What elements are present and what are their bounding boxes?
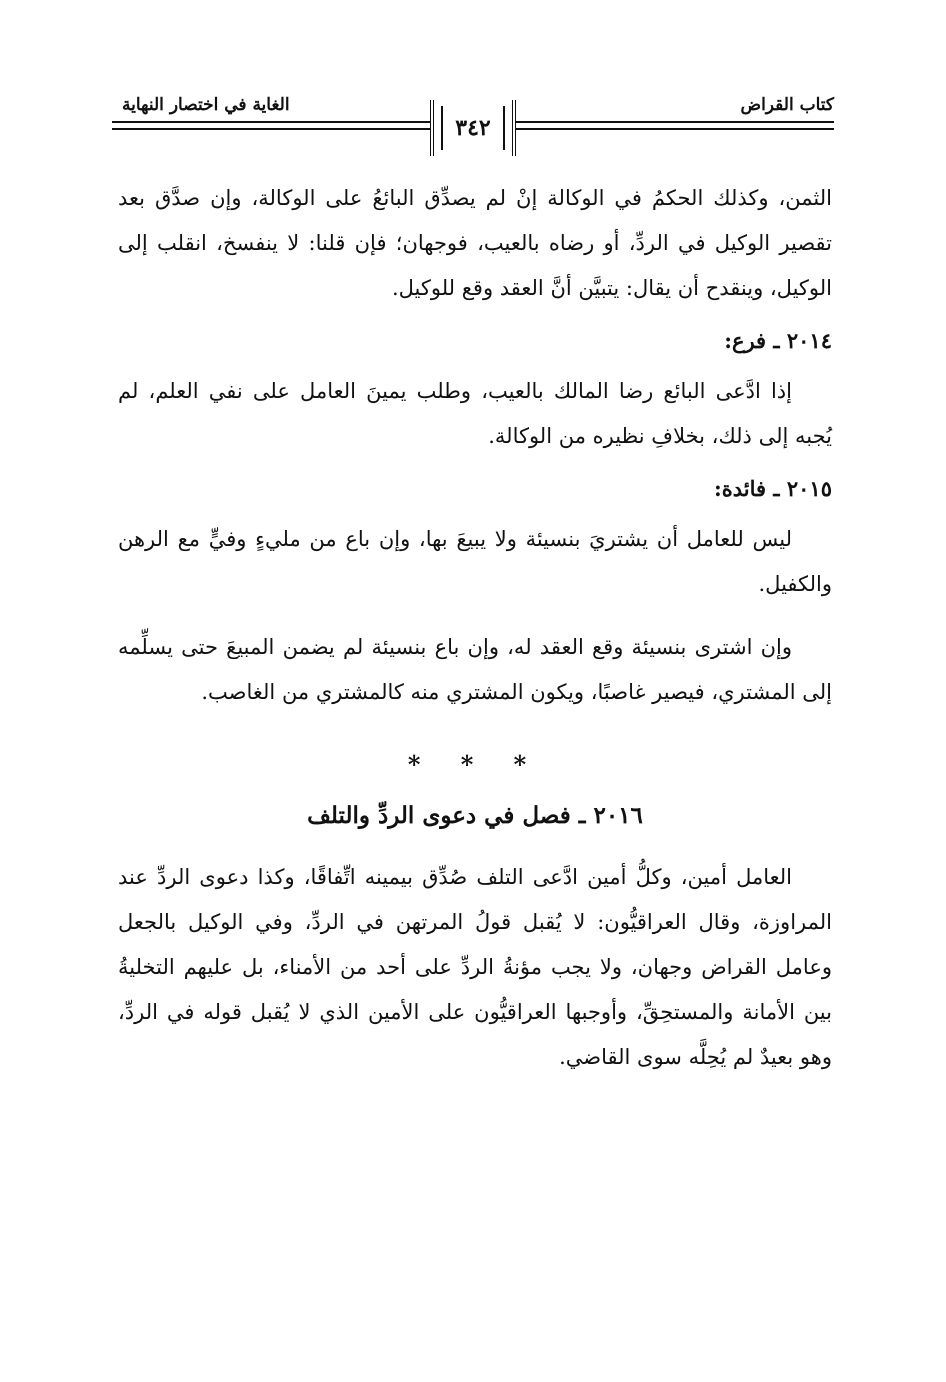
item-heading-2015: ٢٠١٥ ـ فائدة:	[714, 476, 832, 501]
book-title: كتاب القراض	[740, 95, 834, 115]
page-number-frame	[430, 100, 516, 156]
header-rule-right	[516, 121, 834, 130]
item-heading-2014: ٢٠١٤ ـ فرع:	[724, 328, 832, 353]
paragraph-continuation: الثمن، وكذلك الحكمُ في الوكالة إنْ لم يصدِّق البائعُ على الوكالة، وإن صدَّق بعد تقصير الوكيل في الردِّ، أو رضاه بالعيب، فوجهان؛ فإن قلنا: لا ينفسخ، انقلب إلى الوكيل، وينقدح أن يقال: يتبيَّن أنَّ العقد وقع للوكيل.	[118, 186, 832, 300]
running-header	[112, 92, 834, 162]
page-body	[118, 176, 832, 1080]
running-title: الغاية في اختصار النهاية	[122, 95, 290, 115]
page-number: ٣٤٢	[441, 106, 505, 150]
paragraph-2015-a: ليس للعامل أن يشتريَ بنسيئة ولا يبيعَ بها، وإن باع من مليءٍ وفيٍّ مع الرهن والكفيل.	[118, 527, 832, 596]
section-title: ٢٠١٦ ـ فصل في دعوى الردِّ والتلف	[307, 802, 643, 829]
paragraph-2016: العامل أمين، وكلُّ أمين ادَّعى التلف صُدِّق بيمينه اتِّفاقًا، وكذا دعوى الردِّ عند المراوزة، وقال العراقيُّون: لا يُقبل قولُ المرتهن في الردِّ، وفي الوكيل بالجعل وعامل القراض وجهان، ولا يجب مؤنةُ الردِّ على أحد من الأمناء، بل عليهم التخليةُ بين الأمانة والمستحِقِّ، وأوجبها العراقيُّون على الأمين الذي لا يُقبل قوله في الردِّ، وهو بعيدٌ لم يُحِلَّه سوى القاضي.	[118, 865, 832, 1069]
paragraph-2014: إذا ادَّعى البائع رضا المالك بالعيب، وطلب يمينَ العامل على نفي العلم، لم يُجبه إلى ذلك، بخلافِ نظيره من الوكالة.	[118, 379, 832, 448]
header-rule-left	[112, 121, 430, 130]
paragraph-2015-b: وإن اشترى بنسيئة وقع العقد له، وإن باع بنسيئة لم يضمن المبيعَ حتى يسلِّمه إلى المشتري، فيصير غاصبًا، ويكون المشتري منه كالمشتري من الغاصب.	[118, 635, 832, 704]
section-separator: * * *	[407, 750, 543, 779]
